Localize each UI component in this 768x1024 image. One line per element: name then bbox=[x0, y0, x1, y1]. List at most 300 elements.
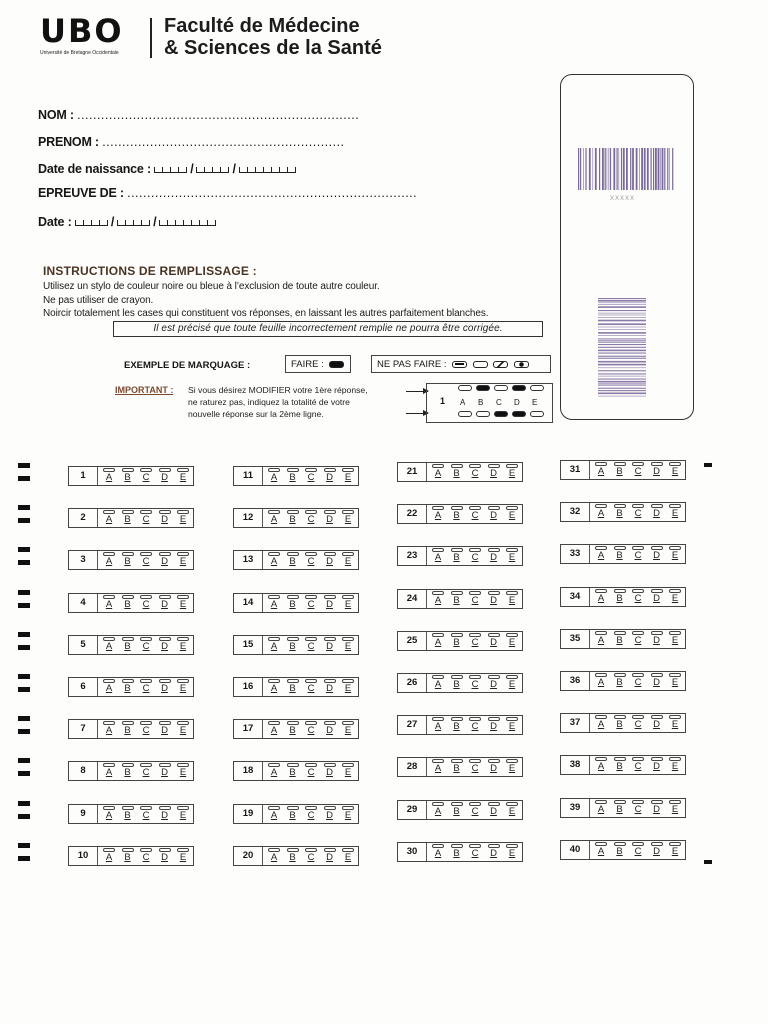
answer-bubble-a[interactable] bbox=[102, 468, 116, 485]
option-letter: D bbox=[326, 683, 333, 694]
dotted-bubble-icon bbox=[514, 361, 529, 368]
nom-dotted-line[interactable]: ....................................................................... bbox=[77, 108, 360, 122]
question-row bbox=[233, 508, 359, 528]
answer-bubble-c[interactable] bbox=[139, 510, 153, 527]
answer-bubble-d[interactable] bbox=[650, 800, 664, 817]
answer-bubble-b[interactable] bbox=[450, 591, 464, 608]
question-number: 20 bbox=[234, 847, 263, 865]
answer-bubble-e[interactable] bbox=[341, 510, 355, 527]
answer-bubble-a[interactable] bbox=[431, 548, 445, 565]
epreuve-field[interactable] bbox=[38, 186, 417, 200]
answer-bubble-c[interactable] bbox=[304, 468, 318, 485]
answer-bubble-e[interactable] bbox=[505, 464, 519, 481]
dob-field[interactable]: Date de naissance : / / bbox=[38, 162, 296, 176]
option-letter: D bbox=[653, 846, 660, 857]
answer-bubble-b[interactable] bbox=[613, 504, 627, 521]
answer-bubble-b[interactable] bbox=[121, 552, 135, 569]
answer-bubble-a[interactable] bbox=[102, 552, 116, 569]
answer-bubble-a[interactable] bbox=[102, 637, 116, 654]
answer-bubble-a[interactable] bbox=[594, 673, 608, 690]
option-letter: D bbox=[326, 725, 333, 736]
answer-bubble-d[interactable] bbox=[323, 510, 337, 527]
option-letter: C bbox=[142, 852, 150, 863]
timing-mark bbox=[18, 716, 30, 721]
answer-bubble-e[interactable] bbox=[505, 506, 519, 523]
answer-bubble-c[interactable] bbox=[631, 842, 645, 859]
answer-bubble-d[interactable] bbox=[323, 552, 337, 569]
answer-bubble-d[interactable] bbox=[650, 673, 664, 690]
answer-bubble-d[interactable] bbox=[158, 637, 172, 654]
answer-bubble-c[interactable] bbox=[468, 759, 482, 776]
option-letter: E bbox=[671, 635, 679, 646]
answer-bubble-e[interactable] bbox=[176, 806, 190, 823]
answer-bubble-a[interactable] bbox=[267, 468, 281, 485]
question-number: 26 bbox=[398, 674, 427, 692]
answer-bubble-d[interactable] bbox=[323, 763, 337, 780]
answer-bubble-b[interactable] bbox=[286, 763, 300, 780]
answer-bubble-d[interactable] bbox=[487, 675, 501, 692]
answer-bubble-c[interactable] bbox=[631, 673, 645, 690]
answer-bubble-b[interactable] bbox=[286, 637, 300, 654]
answer-bubble-b[interactable] bbox=[450, 759, 464, 776]
answer-bubble-a[interactable] bbox=[431, 506, 445, 523]
answer-bubble-a[interactable] bbox=[102, 806, 116, 823]
answer-bubble-c[interactable] bbox=[304, 637, 318, 654]
answer-bubble-e[interactable] bbox=[176, 679, 190, 696]
answer-bubble-c[interactable] bbox=[139, 763, 153, 780]
answer-bubble-a[interactable] bbox=[267, 595, 281, 612]
demo-bubble-icon bbox=[458, 385, 472, 391]
answer-bubble-a[interactable] bbox=[431, 633, 445, 650]
answer-bubble-a[interactable] bbox=[431, 717, 445, 734]
question-row bbox=[397, 546, 523, 566]
answer-bubble-c[interactable] bbox=[139, 468, 153, 485]
question-number: 24 bbox=[398, 590, 427, 608]
timing-mark bbox=[704, 860, 712, 864]
answer-bubble-e[interactable] bbox=[176, 595, 190, 612]
timing-mark bbox=[18, 547, 30, 552]
answer-bubble-e[interactable] bbox=[505, 802, 519, 819]
answer-bubble-b[interactable] bbox=[613, 757, 627, 774]
answer-bubble-b[interactable] bbox=[450, 844, 464, 861]
option-letter: E bbox=[344, 599, 352, 610]
answer-bubble-b[interactable] bbox=[121, 595, 135, 612]
option-letter: D bbox=[490, 848, 497, 859]
option-letter: D bbox=[490, 510, 497, 521]
answer-bubble-c[interactable] bbox=[304, 806, 318, 823]
answer-bubble-d[interactable] bbox=[158, 552, 172, 569]
answer-bubble-d[interactable] bbox=[487, 759, 501, 776]
answer-bubble-b[interactable] bbox=[286, 510, 300, 527]
answer-bubble-e[interactable] bbox=[341, 679, 355, 696]
answer-bubble-a[interactable] bbox=[102, 848, 116, 865]
answer-bubble-b[interactable] bbox=[450, 675, 464, 692]
important-line-1: Si vous désirez MODIFIER votre 1ère réponse, bbox=[188, 385, 368, 395]
answer-bubble-d[interactable] bbox=[487, 802, 501, 819]
answer-bubble-e[interactable] bbox=[668, 673, 682, 690]
answer-bubble-d[interactable] bbox=[650, 504, 664, 521]
answer-bubble-a[interactable] bbox=[594, 757, 608, 774]
option-letter: E bbox=[179, 852, 187, 863]
option-letter: B bbox=[289, 514, 296, 525]
option-letter: C bbox=[307, 472, 315, 483]
answer-bubble-b[interactable] bbox=[286, 468, 300, 485]
answer-bubble-e[interactable] bbox=[668, 842, 682, 859]
answer-bubble-a[interactable] bbox=[431, 844, 445, 861]
timing-mark bbox=[18, 771, 30, 776]
answer-bubble-c[interactable] bbox=[468, 633, 482, 650]
answer-bubble-e[interactable] bbox=[341, 763, 355, 780]
answer-bubble-c[interactable] bbox=[139, 637, 153, 654]
answer-bubble-e[interactable] bbox=[341, 637, 355, 654]
answer-bubble-c[interactable] bbox=[304, 679, 318, 696]
answer-bubble-e[interactable] bbox=[668, 589, 682, 606]
option-letter: D bbox=[326, 472, 333, 483]
option-letter: C bbox=[307, 514, 315, 525]
demo-option-letter: E bbox=[532, 398, 538, 407]
answer-bubble-b[interactable] bbox=[121, 679, 135, 696]
answer-bubble-b[interactable] bbox=[613, 715, 627, 732]
answer-bubble-a[interactable] bbox=[102, 510, 116, 527]
question-number: 19 bbox=[234, 805, 263, 823]
answer-bubble-d[interactable] bbox=[323, 679, 337, 696]
timing-mark bbox=[18, 476, 30, 481]
answer-bubble-b[interactable] bbox=[613, 546, 627, 563]
answer-bubble-d[interactable] bbox=[323, 848, 337, 865]
answer-bubble-b[interactable] bbox=[450, 717, 464, 734]
answer-bubble-d[interactable] bbox=[487, 633, 501, 650]
timing-mark bbox=[18, 603, 30, 608]
answer-bubble-a[interactable] bbox=[267, 510, 281, 527]
answer-bubble-d[interactable] bbox=[158, 721, 172, 738]
answer-bubble-b[interactable] bbox=[613, 589, 627, 606]
prenom-dotted-line[interactable]: ............................................................. bbox=[102, 135, 345, 149]
option-letter: E bbox=[508, 679, 516, 690]
answer-bubble-a[interactable] bbox=[594, 504, 608, 521]
option-letter: A bbox=[270, 852, 278, 863]
answer-bubble-b[interactable] bbox=[613, 673, 627, 690]
dob-day-boxes[interactable] bbox=[154, 162, 187, 176]
question-row bbox=[397, 631, 523, 651]
timing-mark bbox=[18, 843, 30, 848]
answer-bubble-e[interactable] bbox=[505, 675, 519, 692]
answer-bubble-e[interactable] bbox=[176, 848, 190, 865]
option-letter: E bbox=[179, 641, 187, 652]
answer-bubble-e[interactable] bbox=[341, 595, 355, 612]
answer-bubble-c[interactable] bbox=[631, 631, 645, 648]
option-letter: E bbox=[671, 593, 679, 604]
option-letter: E bbox=[179, 683, 187, 694]
option-letter: A bbox=[105, 641, 113, 652]
answer-bubble-a[interactable] bbox=[594, 800, 608, 817]
answer-bubble-e[interactable] bbox=[668, 757, 682, 774]
option-letter: B bbox=[616, 719, 623, 730]
answer-bubble-b[interactable] bbox=[121, 721, 135, 738]
answer-bubble-d[interactable] bbox=[650, 631, 664, 648]
answer-bubble-a[interactable] bbox=[267, 679, 281, 696]
question-number: 40 bbox=[561, 841, 590, 859]
answer-bubble-a[interactable] bbox=[594, 715, 608, 732]
answer-bubble-e[interactable] bbox=[505, 548, 519, 565]
answer-bubble-e[interactable] bbox=[341, 468, 355, 485]
answer-bubble-b[interactable] bbox=[286, 595, 300, 612]
answer-bubble-c[interactable] bbox=[139, 552, 153, 569]
answer-bubble-e[interactable] bbox=[505, 717, 519, 734]
answer-bubble-d[interactable] bbox=[650, 842, 664, 859]
answer-bubble-c[interactable] bbox=[468, 464, 482, 481]
answer-bubble-d[interactable] bbox=[158, 848, 172, 865]
answer-bubble-d[interactable] bbox=[650, 462, 664, 479]
answer-bubble-a[interactable] bbox=[431, 464, 445, 481]
answer-bubble-a[interactable] bbox=[431, 802, 445, 819]
date-field[interactable]: Date : / / bbox=[38, 215, 216, 229]
answer-bubble-e[interactable] bbox=[505, 591, 519, 608]
answer-bubble-c[interactable] bbox=[468, 675, 482, 692]
option-letter: C bbox=[471, 510, 479, 521]
answer-bubble-c[interactable] bbox=[139, 721, 153, 738]
question-row bbox=[397, 800, 523, 820]
answer-bubble-d[interactable] bbox=[158, 468, 172, 485]
answer-bubble-d[interactable] bbox=[487, 464, 501, 481]
answer-bubble-b[interactable] bbox=[613, 462, 627, 479]
answer-bubble-c[interactable] bbox=[631, 546, 645, 563]
dob-year-boxes[interactable] bbox=[239, 162, 296, 176]
answer-bubble-b[interactable] bbox=[286, 679, 300, 696]
answer-bubble-c[interactable] bbox=[304, 510, 318, 527]
question-number: 27 bbox=[398, 716, 427, 734]
answer-bubble-d[interactable] bbox=[650, 589, 664, 606]
option-letter: A bbox=[270, 514, 278, 525]
answer-bubble-d[interactable] bbox=[650, 715, 664, 732]
option-letter: C bbox=[471, 806, 479, 817]
question-number: 8 bbox=[69, 762, 98, 780]
answer-bubble-b[interactable] bbox=[121, 468, 135, 485]
answer-bubble-a[interactable] bbox=[431, 759, 445, 776]
faculty-title-line2: & Sciences de la Santé bbox=[164, 37, 382, 59]
question-number: 13 bbox=[234, 551, 263, 569]
answer-bubble-b[interactable] bbox=[450, 464, 464, 481]
arrow-right-icon bbox=[406, 391, 428, 392]
answer-bubble-b[interactable] bbox=[286, 806, 300, 823]
answer-bubble-b[interactable] bbox=[613, 842, 627, 859]
answer-bubble-b[interactable] bbox=[286, 552, 300, 569]
answer-bubble-b[interactable] bbox=[450, 802, 464, 819]
answer-bubble-d[interactable] bbox=[323, 595, 337, 612]
answer-bubble-c[interactable] bbox=[631, 715, 645, 732]
answer-bubble-c[interactable] bbox=[304, 595, 318, 612]
option-letter: A bbox=[270, 683, 278, 694]
answer-bubble-a[interactable] bbox=[267, 721, 281, 738]
option-letter: A bbox=[270, 472, 278, 483]
answer-bubble-d[interactable] bbox=[323, 806, 337, 823]
answer-bubble-c[interactable] bbox=[468, 802, 482, 819]
answer-bubble-d[interactable] bbox=[650, 546, 664, 563]
answer-bubble-e[interactable] bbox=[176, 721, 190, 738]
answer-bubble-c[interactable] bbox=[631, 800, 645, 817]
answer-bubble-c[interactable] bbox=[304, 763, 318, 780]
answer-bubble-c[interactable] bbox=[468, 844, 482, 861]
answer-bubble-a[interactable] bbox=[102, 679, 116, 696]
answer-bubble-c[interactable] bbox=[139, 848, 153, 865]
answer-bubble-c[interactable] bbox=[468, 506, 482, 523]
answer-bubble-a[interactable] bbox=[267, 552, 281, 569]
answer-bubble-a[interactable] bbox=[594, 589, 608, 606]
answer-bubble-d[interactable] bbox=[158, 806, 172, 823]
option-letter: A bbox=[434, 679, 442, 690]
date-year-boxes[interactable] bbox=[159, 215, 216, 229]
option-letter: C bbox=[471, 552, 479, 563]
answer-bubble-d[interactable] bbox=[158, 510, 172, 527]
answer-bubble-e[interactable] bbox=[668, 546, 682, 563]
vertical-barcode-icon bbox=[598, 298, 650, 398]
answer-bubble-b[interactable] bbox=[450, 506, 464, 523]
prenom-label: PRENOM : bbox=[38, 135, 99, 149]
question-row bbox=[560, 798, 686, 818]
answer-bubble-a[interactable] bbox=[267, 637, 281, 654]
answer-bubble-c[interactable] bbox=[304, 848, 318, 865]
answer-bubble-a[interactable] bbox=[594, 842, 608, 859]
option-letter: D bbox=[653, 593, 660, 604]
answer-bubble-d[interactable] bbox=[487, 844, 501, 861]
answer-bubble-a[interactable] bbox=[594, 631, 608, 648]
option-letter: B bbox=[453, 637, 460, 648]
answer-bubble-e[interactable] bbox=[176, 637, 190, 654]
answer-bubble-d[interactable] bbox=[323, 721, 337, 738]
answer-bubble-e[interactable] bbox=[341, 552, 355, 569]
date-day-boxes[interactable] bbox=[75, 215, 108, 229]
answer-bubble-a[interactable] bbox=[267, 763, 281, 780]
answer-bubble-b[interactable] bbox=[613, 800, 627, 817]
faculty-title-line1: Faculté de Médecine bbox=[164, 15, 360, 37]
answer-bubble-a[interactable] bbox=[102, 595, 116, 612]
question-number: 31 bbox=[561, 461, 590, 479]
answer-bubble-d[interactable] bbox=[323, 468, 337, 485]
answer-bubble-d[interactable] bbox=[158, 595, 172, 612]
answer-bubble-a[interactable] bbox=[267, 848, 281, 865]
answer-bubble-b[interactable] bbox=[286, 721, 300, 738]
answer-bubble-d[interactable] bbox=[323, 637, 337, 654]
answer-bubble-a[interactable] bbox=[431, 591, 445, 608]
dob-month-boxes[interactable] bbox=[196, 162, 229, 176]
nom-label: NOM : bbox=[38, 108, 74, 122]
answer-bubble-d[interactable] bbox=[487, 548, 501, 565]
answer-bubble-c[interactable] bbox=[468, 717, 482, 734]
answer-bubble-d[interactable] bbox=[487, 591, 501, 608]
option-letter: B bbox=[453, 679, 460, 690]
answer-bubble-e[interactable] bbox=[668, 504, 682, 521]
option-letter: E bbox=[344, 810, 352, 821]
option-letter: B bbox=[289, 767, 296, 778]
answer-bubble-e[interactable] bbox=[176, 763, 190, 780]
answer-bubble-c[interactable] bbox=[468, 548, 482, 565]
answer-bubble-c[interactable] bbox=[304, 721, 318, 738]
barcode-icon bbox=[578, 148, 676, 190]
answer-bubble-c[interactable] bbox=[468, 591, 482, 608]
option-letter: B bbox=[616, 550, 623, 561]
answer-bubble-e[interactable] bbox=[505, 844, 519, 861]
answer-bubble-e[interactable] bbox=[668, 715, 682, 732]
answer-bubble-e[interactable] bbox=[505, 633, 519, 650]
answer-bubble-b[interactable] bbox=[450, 633, 464, 650]
answer-bubble-e[interactable] bbox=[341, 721, 355, 738]
question-row bbox=[560, 840, 686, 860]
answer-bubble-b[interactable] bbox=[613, 631, 627, 648]
option-letter: D bbox=[161, 556, 168, 567]
option-letter: A bbox=[105, 852, 113, 863]
answer-bubble-e[interactable] bbox=[341, 848, 355, 865]
answer-bubble-d[interactable] bbox=[158, 679, 172, 696]
option-letter: C bbox=[142, 599, 150, 610]
answer-bubble-a[interactable] bbox=[431, 675, 445, 692]
option-letter: A bbox=[270, 641, 278, 652]
answer-bubble-d[interactable] bbox=[487, 506, 501, 523]
option-letter: B bbox=[124, 641, 131, 652]
important-line-2: ne raturez pas, indiquez la totalité de votre bbox=[188, 397, 350, 407]
option-letter: E bbox=[344, 683, 352, 694]
answer-bubble-e[interactable] bbox=[176, 552, 190, 569]
answer-bubble-d[interactable] bbox=[650, 757, 664, 774]
nom-field[interactable] bbox=[38, 108, 359, 122]
answer-bubble-c[interactable] bbox=[139, 595, 153, 612]
prenom-field[interactable] bbox=[38, 135, 345, 149]
answer-bubble-e[interactable] bbox=[505, 759, 519, 776]
answer-bubble-c[interactable] bbox=[139, 679, 153, 696]
option-letter: E bbox=[179, 810, 187, 821]
answer-bubble-e[interactable] bbox=[176, 510, 190, 527]
answer-bubble-d[interactable] bbox=[158, 763, 172, 780]
answer-bubble-e[interactable] bbox=[668, 462, 682, 479]
answer-bubble-c[interactable] bbox=[631, 757, 645, 774]
answer-bubble-c[interactable] bbox=[631, 462, 645, 479]
answer-bubble-c[interactable] bbox=[631, 589, 645, 606]
answer-bubble-e[interactable] bbox=[341, 806, 355, 823]
answer-bubble-a[interactable] bbox=[594, 546, 608, 563]
answer-bubble-e[interactable] bbox=[668, 800, 682, 817]
option-letter: B bbox=[289, 641, 296, 652]
option-letter: B bbox=[616, 846, 623, 857]
answer-bubble-c[interactable] bbox=[139, 806, 153, 823]
option-letter: C bbox=[471, 637, 479, 648]
option-letter: B bbox=[289, 683, 296, 694]
answer-bubble-a[interactable] bbox=[267, 806, 281, 823]
answer-bubble-b[interactable] bbox=[121, 848, 135, 865]
answer-bubble-b[interactable] bbox=[121, 806, 135, 823]
answer-bubble-a[interactable] bbox=[102, 763, 116, 780]
option-letter: E bbox=[508, 721, 516, 732]
answer-bubble-d[interactable] bbox=[487, 717, 501, 734]
answer-bubble-a[interactable] bbox=[102, 721, 116, 738]
answer-bubble-b[interactable] bbox=[121, 510, 135, 527]
timing-mark bbox=[18, 801, 30, 806]
answer-bubble-e[interactable] bbox=[668, 631, 682, 648]
option-letter: A bbox=[434, 595, 442, 606]
answer-bubble-b[interactable] bbox=[121, 637, 135, 654]
answer-bubble-a[interactable] bbox=[594, 462, 608, 479]
answer-bubble-b[interactable] bbox=[450, 548, 464, 565]
question-row bbox=[560, 713, 686, 733]
date-month-boxes[interactable] bbox=[117, 215, 150, 229]
answer-bubble-c[interactable] bbox=[304, 552, 318, 569]
option-letter: A bbox=[105, 725, 113, 736]
answer-bubble-e[interactable] bbox=[176, 468, 190, 485]
option-letter: A bbox=[434, 637, 442, 648]
epreuve-dotted-line[interactable]: ......................................................................... bbox=[127, 186, 418, 200]
question-row bbox=[560, 629, 686, 649]
answer-bubble-b[interactable] bbox=[121, 763, 135, 780]
answer-bubble-c[interactable] bbox=[631, 504, 645, 521]
option-letter: C bbox=[142, 810, 150, 821]
answer-bubble-b[interactable] bbox=[286, 848, 300, 865]
